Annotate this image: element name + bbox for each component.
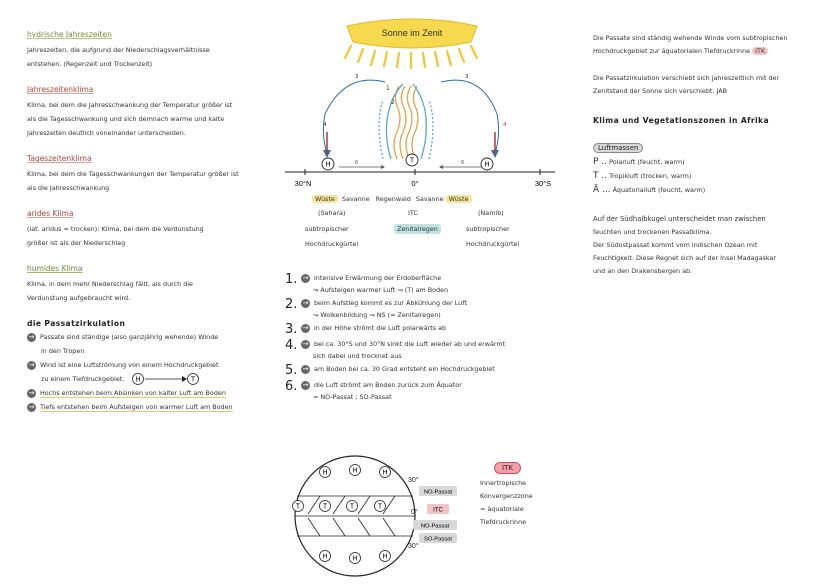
svg-text:T: T xyxy=(349,503,355,511)
arrow-bullet-icon: → xyxy=(302,364,309,373)
right-p3-line-3: Der Südostpassat kommt vom Indischen Ozean mit xyxy=(593,241,758,249)
itk-badge: ITK xyxy=(494,462,521,474)
globe-high-icon xyxy=(320,551,331,562)
passat-bullet-1b: in den Tropen xyxy=(41,347,85,355)
subtropic-left: subtropischer xyxy=(305,225,349,233)
left-column xyxy=(27,30,282,414)
passat-circulation-diagram xyxy=(285,14,585,214)
arid-text-1: (lat. aridus = trocken): Klima, bei dem die Verdunstung xyxy=(27,225,204,233)
arrow-bullet-icon: → xyxy=(28,360,35,369)
svg-text:H: H xyxy=(352,467,358,475)
step-6: 6. → die Luft strömt am Boden zurück zum Äquator = NO-Passat ; SO-Passat xyxy=(285,379,462,401)
steps-list xyxy=(285,272,585,403)
airmass-title: Luftmassen xyxy=(593,143,643,153)
arrow-bullet-icon: → xyxy=(302,273,309,282)
globe-lat-30s: 30° xyxy=(408,543,419,550)
humid-seasons-text-2: entstehen. (Regenzeit und Trockenzeit) xyxy=(27,60,153,68)
globe-low-icon xyxy=(320,501,331,512)
globe-high-icon xyxy=(380,551,391,562)
zone-savanna-right: Savanne xyxy=(415,195,444,203)
globe-so-passat: SO-Passat xyxy=(423,536,453,543)
svg-text:T: T xyxy=(377,503,383,511)
itk-badge-small: ITK xyxy=(752,47,768,55)
svg-text:1: 1 xyxy=(386,85,390,92)
sun-title: Sonne im Zenit xyxy=(381,28,443,38)
high-pressure-left-icon xyxy=(322,158,334,170)
africa-heading: Klima und Vegetationszonen in Afrika xyxy=(593,116,769,125)
globe-high-icon xyxy=(320,467,331,478)
seasonal-climate-text-2: als die Tagesschwankung und sich demnach warme und kalte xyxy=(27,115,225,123)
globe-diagram xyxy=(280,452,460,582)
humid-seasons-text-1: Jahreszeiten, die aufgrund der Niederschlagsverhältnisse xyxy=(27,46,210,54)
lat-30s: 30°S xyxy=(534,179,552,188)
humid-title: humides Klima xyxy=(27,264,83,273)
globe-high-icon xyxy=(350,553,361,564)
right-p2-line-2: Zenitstand der Sonne sich verschiebt. JAB xyxy=(593,87,728,95)
globe-no-passat-2: NO-Passat xyxy=(420,523,450,530)
svg-text:2: 2 xyxy=(391,99,395,106)
right-p3-line-1: Auf der Südhalbkugel unterscheidet man zwischen xyxy=(593,215,766,223)
low-pressure-icon xyxy=(406,154,418,166)
arrow-bullet-icon: → xyxy=(302,380,309,389)
right-p3-line-5: und an den Drakensbergen ab. xyxy=(593,267,693,275)
seasonal-climate-title: Jahreszeitenklima xyxy=(27,85,94,94)
svg-text:H: H xyxy=(322,553,328,561)
itc-label: ITC xyxy=(408,209,418,217)
arid-title: arides Klima xyxy=(27,209,74,218)
globe-lat-0: 0° xyxy=(411,509,418,516)
high-belt-right: Hochdruckgürtel xyxy=(466,240,520,248)
itk-line-3: = äquatoriale xyxy=(480,505,524,513)
zenith-rain-label: Zenitalregen xyxy=(394,224,441,234)
svg-text:H: H xyxy=(484,161,490,169)
svg-text:H: H xyxy=(352,555,358,563)
humid-text-2: Verdunstung aufgebraucht wird. xyxy=(27,294,131,302)
arrow-bullet-icon: → xyxy=(302,339,309,348)
airmass-row-p: P .. Polarluft (feucht, warm) xyxy=(593,157,685,167)
right-p2-line-1: Die Passatzirkulation verschiebt sich jahreszeitlich mit der xyxy=(593,74,780,82)
svg-text:T: T xyxy=(322,503,328,511)
right-p3-line-4: Feuchtigkeit. Diese Regnet sich auf der Insel Madagaskar xyxy=(593,254,776,262)
step-5: 5. → am Boden bei ca. 30 Grad entsteht ein Hochdruckgebiet xyxy=(285,363,495,378)
svg-text:H: H xyxy=(325,161,331,169)
svg-text:4: 4 xyxy=(323,122,327,128)
globe-low-icon xyxy=(347,501,358,512)
svg-text:T: T xyxy=(191,376,196,384)
passat-bullet-2: → Wind ist eine Luftströmung von einem Hochdruckgebiet xyxy=(28,360,219,369)
high-pressure-right-icon xyxy=(481,158,493,170)
svg-text:T: T xyxy=(409,157,415,165)
humid-seasons-title: hydrische Jahreszeiten xyxy=(27,30,112,39)
svg-text:T: T xyxy=(295,503,301,511)
arrow-bullet-icon: → xyxy=(302,323,309,332)
globe-low-icon xyxy=(375,501,386,512)
svg-text:6: 6 xyxy=(461,160,465,166)
right-p1-line-1: Die Passate sind ständig wehende Winde vom subtropischen xyxy=(593,34,788,42)
passat-bullet-2b: zu einem Tiefdruckgebiet. H T xyxy=(27,372,282,386)
right-p3-line-2: feuchten und trockenen Passatklima. xyxy=(593,228,712,236)
zone-savanna-left: Savanne xyxy=(341,195,370,203)
arrow-bullet-icon: → xyxy=(28,388,35,397)
right-p1-line-2: Hochdruckgebiet zur äquatorialen Tiefdruckrinne ITK xyxy=(593,45,818,58)
seasonal-climate-text-1: Klima, bei dem die Jahresschwankung der Temperatur größer ist xyxy=(27,101,233,109)
svg-text:3: 3 xyxy=(465,74,469,80)
svg-text:3: 3 xyxy=(355,74,359,80)
arrow-bullet-icon: → xyxy=(28,402,35,411)
passat-bullet-3: → Hochs entstehen beim Absinken von kalter Luft am Boden xyxy=(28,388,226,397)
seasonal-climate-text-3: Jahreszeiten deutlich voneinander unterscheiden. xyxy=(27,129,186,137)
globe-high-icon xyxy=(380,467,391,478)
globe-lat-30n: 30° xyxy=(408,477,419,484)
subtropic-right: subtropischer xyxy=(466,225,510,233)
day-climate-title: Tageszeitenklima xyxy=(27,154,92,163)
arid-text-2: größer ist als der Niederschlag xyxy=(27,239,126,247)
passat-bullet-1: → Passate sind ständige (also ganzjährig wehende) Winde xyxy=(28,332,219,341)
day-climate-text-2: als die Jahresschwankung xyxy=(27,184,110,192)
itk-line-1: Innertropische xyxy=(480,479,527,487)
zone-row xyxy=(312,194,512,204)
rising-air-cells xyxy=(379,84,433,159)
svg-text:H: H xyxy=(382,553,388,561)
svg-text:H: H xyxy=(135,376,141,384)
high-to-low-icon xyxy=(130,372,200,386)
globe-high-icon xyxy=(350,465,361,476)
step-4: 4. → bei ca. 30°S und 30°N sinkt die Luft wieder ab und erwärmt sich dabei und trocknet aus xyxy=(285,338,506,360)
zone-desert-left: Wüste xyxy=(312,195,338,203)
outflow-right-arrow xyxy=(441,80,499,154)
globe-no-passat: NO-Passat xyxy=(423,489,453,496)
passat-title: die Passatzirkulation xyxy=(27,319,126,328)
svg-text:H: H xyxy=(322,469,328,477)
itk-definition xyxy=(480,462,580,529)
globe-itc: ITC xyxy=(433,507,443,514)
airmass-row-t: T .. Tropikluft (trocken, warm) xyxy=(593,171,692,181)
svg-text:4: 4 xyxy=(503,122,507,128)
svg-text:6: 6 xyxy=(355,160,359,166)
arrow-bullet-icon: → xyxy=(302,298,309,307)
itk-line-2: Konvergenzzone xyxy=(480,492,533,500)
lat-0: 0° xyxy=(411,179,419,188)
passat-bullet-4: → Tiefs entstehen beim Aufsteigen von warmer Luft am Boden xyxy=(28,402,233,411)
airmass-row-a: Ä ... Äquatorialluft (feucht, warm) xyxy=(593,185,706,195)
itk-line-4: Tiefdruckrinne xyxy=(480,518,527,526)
sahara-label: (Sahara) xyxy=(318,209,346,217)
zone-rainforest: Regenwald xyxy=(375,195,411,203)
right-column xyxy=(593,32,818,278)
globe-low-icon xyxy=(293,501,304,512)
step-2: 2. → beim Aufstieg kommt es zur Abkühlung der Luft ↝ Wolkenbildung ↝ NS (= Zenitalregen) xyxy=(285,297,467,319)
zone-desert-right: Wüste xyxy=(446,195,472,203)
high-belt-left: Hochdruckgürtel xyxy=(305,240,359,248)
day-climate-text-1: Klima, bei dem die Tagesschwankungen der Temperatur größer ist xyxy=(27,170,239,178)
arrow-bullet-icon: → xyxy=(28,332,35,341)
namib-label: (Namib) xyxy=(478,209,504,217)
step-1: 1. → intensive Erwärmung der Erdoberfläche ↝ Aufsteigen warmer Luft ↝ (T) am Boden xyxy=(285,272,449,294)
humid-text-1: Klima, in dem mehr Niederschlag fällt, als durch die xyxy=(27,280,193,288)
step-3: 3. → in der Höhe strömt die Luft polarwärts ab xyxy=(285,322,447,337)
outflow-left-arrow xyxy=(323,80,385,154)
svg-text:H: H xyxy=(382,469,388,477)
lat-30n: 30°N xyxy=(294,179,312,188)
sun-icon xyxy=(345,19,477,68)
